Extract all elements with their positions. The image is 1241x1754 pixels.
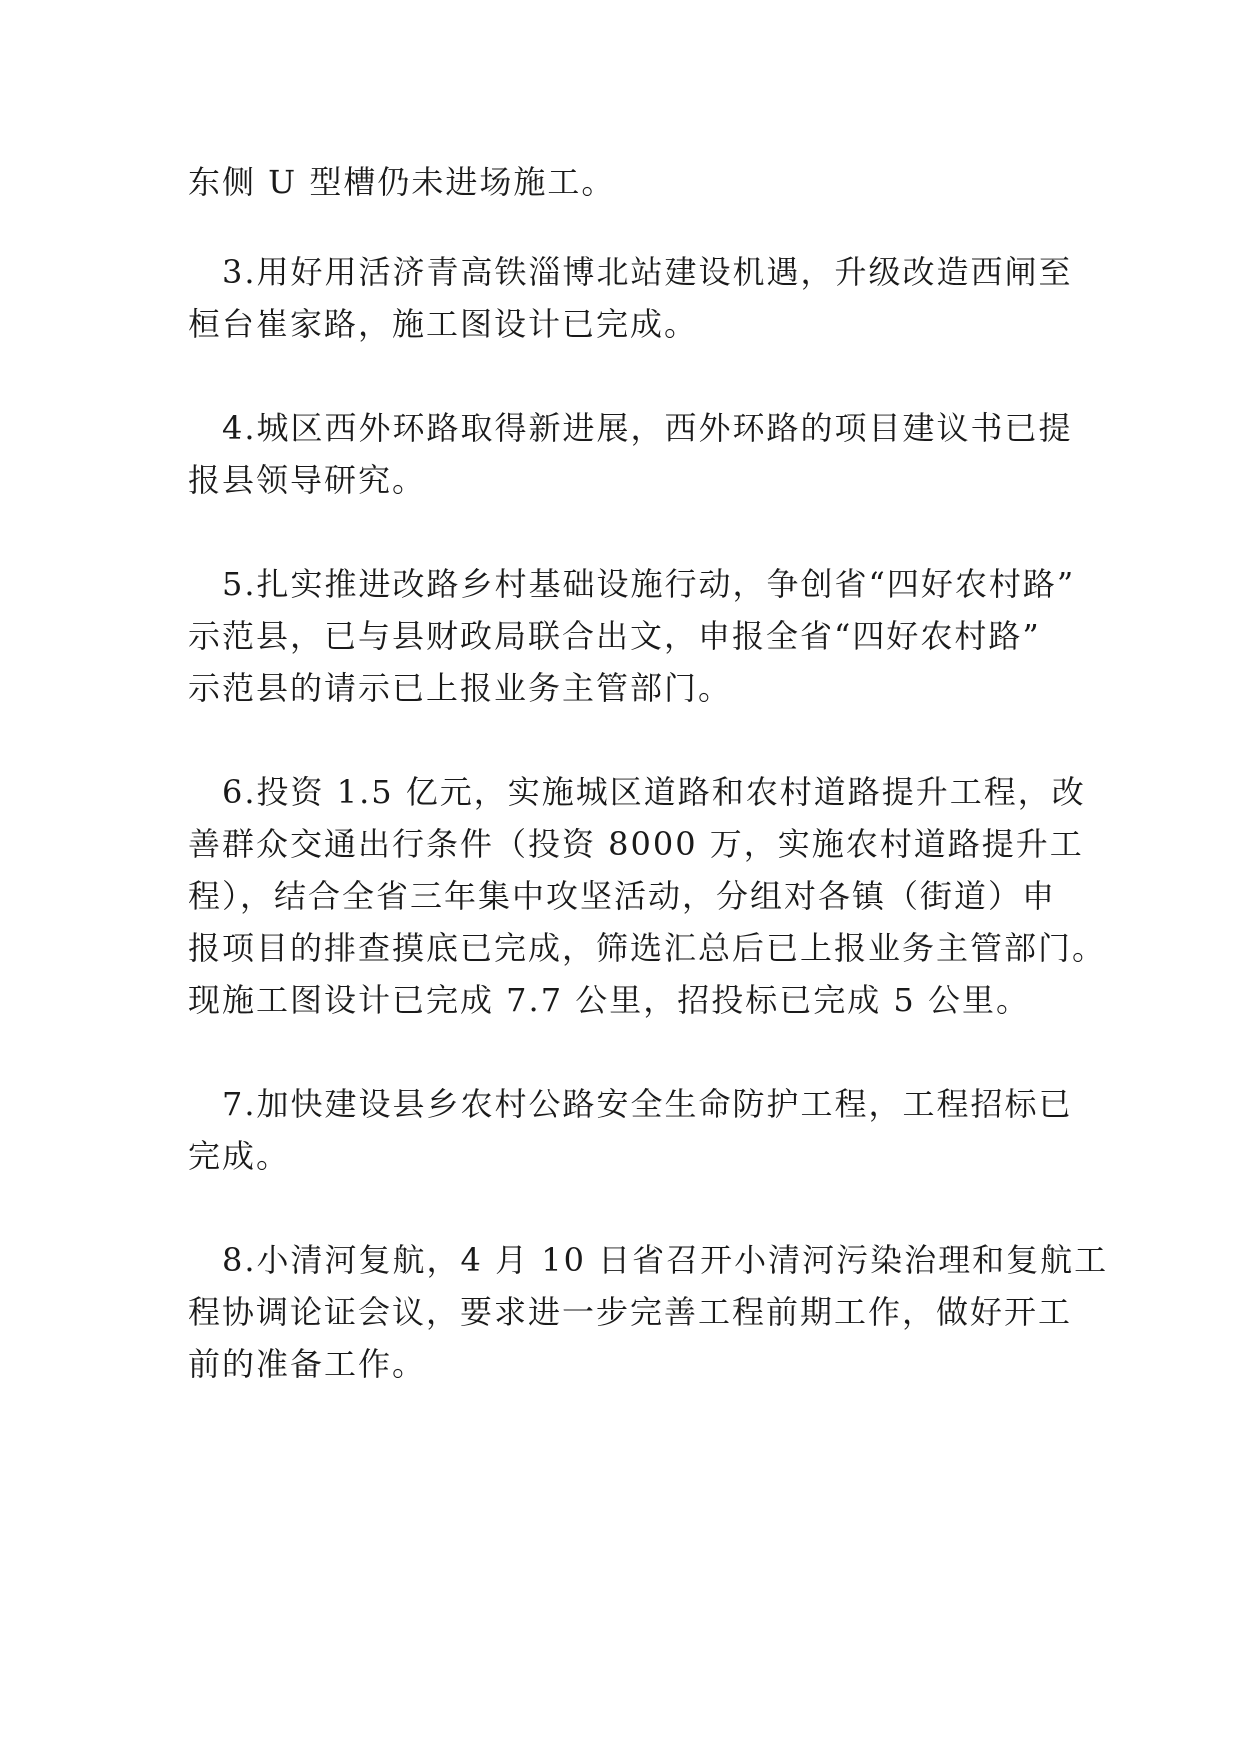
paragraph-5-line-3: 示范县的请示已上报业务主管部门。 [188, 669, 733, 707]
paragraph-8-line-2: 程协调论证会议，要求进一步完善工程前期工作，做好开工 [188, 1293, 1073, 1331]
paragraph-7-line-1: 7.加快建设县乡农村公路安全生命防护工程，工程招标已 [222, 1085, 1073, 1123]
paragraph-6-line-3: 程），结合全省三年集中攻坚活动，分组对各镇（街道）申 [188, 877, 1057, 915]
paragraph-6-line-2: 善群众交通出行条件（投资 8000 万，实施农村道路提升工 [188, 825, 1084, 863]
paragraph-4-line-2: 报县领导研究。 [188, 461, 427, 499]
paragraph-6-line-5: 现施工图设计已完成 7.7 公里，招投标已完成 5 公里。 [188, 981, 1030, 1019]
paragraph-3-line-1: 3.用好用活济青高铁淄博北站建设机遇，升级改造西闸至 [222, 253, 1073, 291]
paragraph-8-line-3: 前的准备工作。 [188, 1345, 427, 1383]
paragraph-6-line-1: 6.投资 1.5 亿元，实施城区道路和农村道路提升工程，改 [222, 773, 1086, 811]
paragraph-4-line-1: 4.城区西外环路取得新进展，西外环路的项目建议书已提 [222, 409, 1073, 447]
paragraph-5-line-1: 5.扎实推进改路乡村基础设施行动，争创省“四好农村路” [222, 565, 1076, 603]
paragraph-6-line-4: 报项目的排查摸底已完成，筛选汇总后已上报业务主管部门。 [188, 929, 1107, 967]
paragraph-7-line-2: 完成。 [188, 1137, 291, 1175]
paragraph-8-line-1: 8.小清河复航，4 月 10 日省召开小清河污染治理和复航工 [222, 1241, 1109, 1279]
paragraph-2-line-2: 东侧 U 型槽仍未进场施工。 [188, 163, 616, 201]
paragraph-5-line-2: 示范县，已与县财政局联合出文，申报全省“四好农村路” [188, 617, 1041, 655]
paragraph-3-line-2: 桓台崔家路，施工图设计已完成。 [188, 305, 699, 343]
